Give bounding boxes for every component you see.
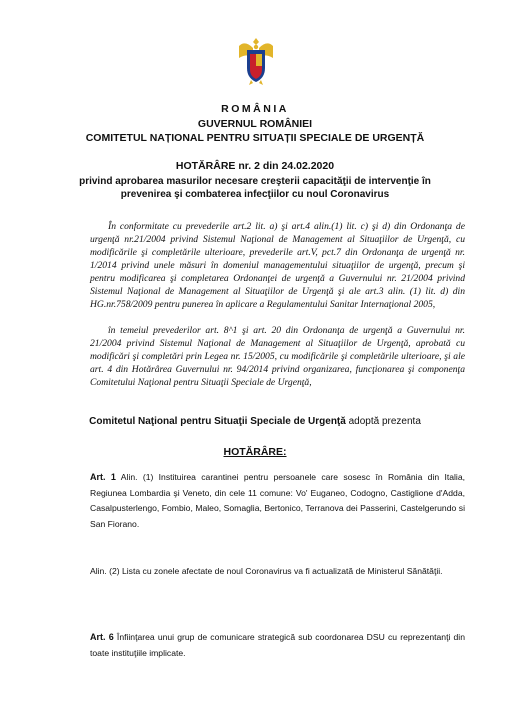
- article-6-text: Înfiinţarea unui grup de comunicare strategică sub coordonarea DSU cu reprezentanţi din toate instituţiile implicate.: [90, 632, 465, 658]
- preamble-paragraph-1: În conformitate cu prevederile art.2 lit. a) şi art.4 alin.(1) lit. c) şi d) din Ordonanţa de urgenţă nr.21/2004 privind Sistemul Naţional de Management al Situaţiilor de Urgenţă, cu modificările şi completările ulterioare, prevederile art.V, pct.7 din Ordonanţa de urgenţă nr. 1/2014 privind unele măsuri în domeniul managementului situaţiilor de urgenţă, precum şi pentru modificarea şi completarea Ordonanţei de urgenţă a Guvernului nr. 21/2004 privind Sistemul Naţional de Management al Situaţiilor de Urgenţă şi ale art.3 alin. (1) lit. d) din HG.nr.758/2009 pentru punerea în aplicare a Regulamentului Sanitar Internaţional 2005,: [90, 221, 465, 310]
- article-6-label: Art. 6: [90, 632, 114, 642]
- article-1-label: Art. 1: [90, 472, 116, 482]
- decision-title: HOTĂRÂRE nr. 2 din 24.02.2020: [175, 160, 335, 172]
- article-1-text: Alin. (1) Instituirea carantinei pentru persoanele care sosesc în România din Italia, Regiunea Lombardia şi Veneto, din cele 11 comune: Vo' Euganeo, Codogno, Castiglione d'Adda, Casalpusterlengo, Fombio, Maleo, Somaglia, Bertonico, Terranova dei Passerini, Castelgerundo si San Fiorano.: [90, 472, 465, 529]
- coat-of-arms-icon: [237, 36, 275, 86]
- preamble-paragraph-2: în temeiul prevederilor art. 8^1 şi art. 20 din Ordonanţa de urgenţă a Guvernului nr. 21/2004 privind Sistemul Naţional de Management al Situaţiilor de Urgenţă, aprobată cu modificări şi completări prin Legea nr. 15/2005, cu modificările şi completările ulterioare, şi ale art. 4 din Hotărârea Guvernului nr. 94/2014 privind organizarea, funcţionarea şi componenţa Comitetului Naţional pentru Situaţii Speciale de Urgenţă,: [90, 325, 465, 388]
- adoption-verb: adoptă prezenta: [345, 416, 421, 427]
- committee-heading: COMITETUL NAȚIONAL PENTRU SITUAȚII SPECIALE DE URGENȚĂ: [85, 132, 425, 144]
- article-6: [90, 630, 465, 661]
- adoption-committee-name: Comitetul Naţional pentru Situaţii Speciale de Urgenţă: [89, 416, 346, 427]
- decision-subtitle-line1: privind aprobarea masurilor necesare creşterii capacităţii de intervenţie în: [79, 176, 431, 187]
- decision-subtitle-line2: prevenirea şi combaterea infecţiilor cu noul Coronavirus: [120, 189, 390, 200]
- decision-heading: HOTĂRÂRE:: [223, 446, 287, 458]
- country-heading: ROMÂNIA: [221, 103, 289, 115]
- government-heading: GUVERNUL ROMÂNIEI: [197, 118, 313, 130]
- article-1: [90, 470, 465, 532]
- article-1-paragraph-2: Alin. (2) Lista cu zonele afectate de noul Coronavirus va fi actualizată de Ministerul Sănătăţii.: [90, 566, 443, 576]
- adoption-statement: [0, 416, 510, 427]
